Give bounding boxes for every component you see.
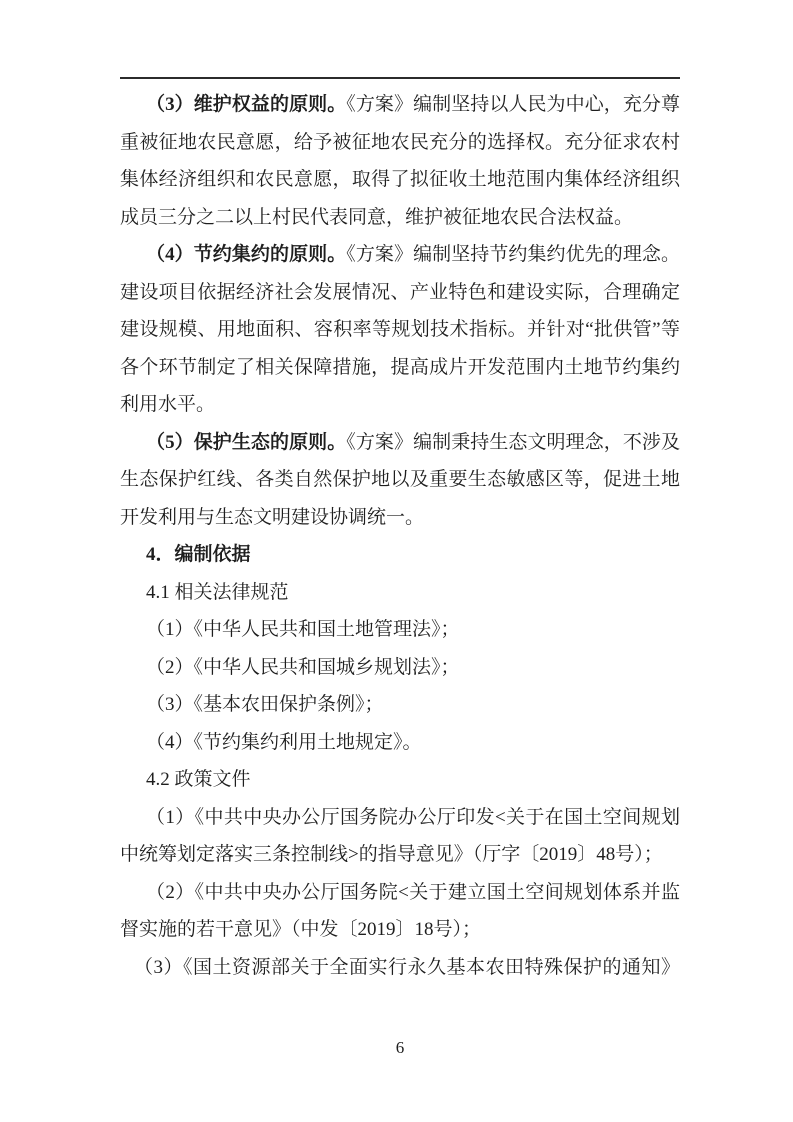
- paragraph-text: 《方案》编制坚持以人民为中心，充分尊重被征地农民意愿，给予被征地农民充分的选择权。充分征求农村集体经济组织和农民意愿，取得了拟征收土地范围内集体经济组织成员三分之二以上村民代表同意，维护被征地农民合法权益。: [120, 94, 680, 228]
- section-heading: 4．编制依据: [146, 544, 251, 565]
- paragraph-principle-intensive-use: [120, 236, 680, 424]
- policy-item-1: （1）《中共中央办公厅国务院办公厅印发<关于在国土空间规划中统筹划定落实三条控制线>的指导意见》（厅字〔2019〕48号）；: [120, 806, 680, 865]
- document-body: [120, 86, 680, 986]
- subsection-title-policy-documents: 4.2 政策文件: [146, 769, 251, 790]
- paragraph-lead: （4）节约集约的原则。: [146, 244, 347, 265]
- paragraph-lead: （3）维护权益的原则。: [146, 94, 347, 115]
- paragraph-principle-ecology: [120, 424, 680, 537]
- legal-item-1: （1）《中华人民共和国土地管理法》；: [146, 619, 460, 640]
- policy-item-2: （2）《中共中央办公厅国务院<关于建立国土空间规划体系并监督实施的若干意见》（中发〔2019〕18号）；: [120, 881, 680, 940]
- page-number: 6: [395, 1038, 405, 1057]
- legal-item-2: （2）《中华人民共和国城乡规划法》；: [146, 656, 460, 678]
- policy-item-3: （3）《国土资源部关于全面实行永久基本农田特殊保护的通知》: [134, 956, 680, 978]
- paragraph-lead: （5）保护生态的原则。: [146, 431, 347, 453]
- subsection-title-legal-basis: 4.1 相关法律规范: [146, 581, 289, 603]
- paragraph-text: 《方案》编制秉持生态文明理念，不涉及生态保护红线、各类自然保护地以及重要生态敏感区等，促进土地开发利用与生态文明建设协调统一。: [120, 431, 680, 528]
- paragraph-principle-rights: [120, 86, 680, 236]
- legal-item-3: （3）《基本农田保护条例》；: [146, 694, 384, 715]
- header-rule: [120, 77, 680, 79]
- paragraph-text: 《方案》编制坚持节约集约优先的理念。建设项目依据经济社会发展情况、产业特色和建设实际，合理确定建设规模、用地面积、容积率等规划技术指标。并针对“批供管”等各个环节制定了相关保障措施，提高成片开发范围内土地节约集约利用水平。: [120, 244, 680, 415]
- legal-item-4: （4）《节约集约利用土地规定》。: [146, 731, 422, 753]
